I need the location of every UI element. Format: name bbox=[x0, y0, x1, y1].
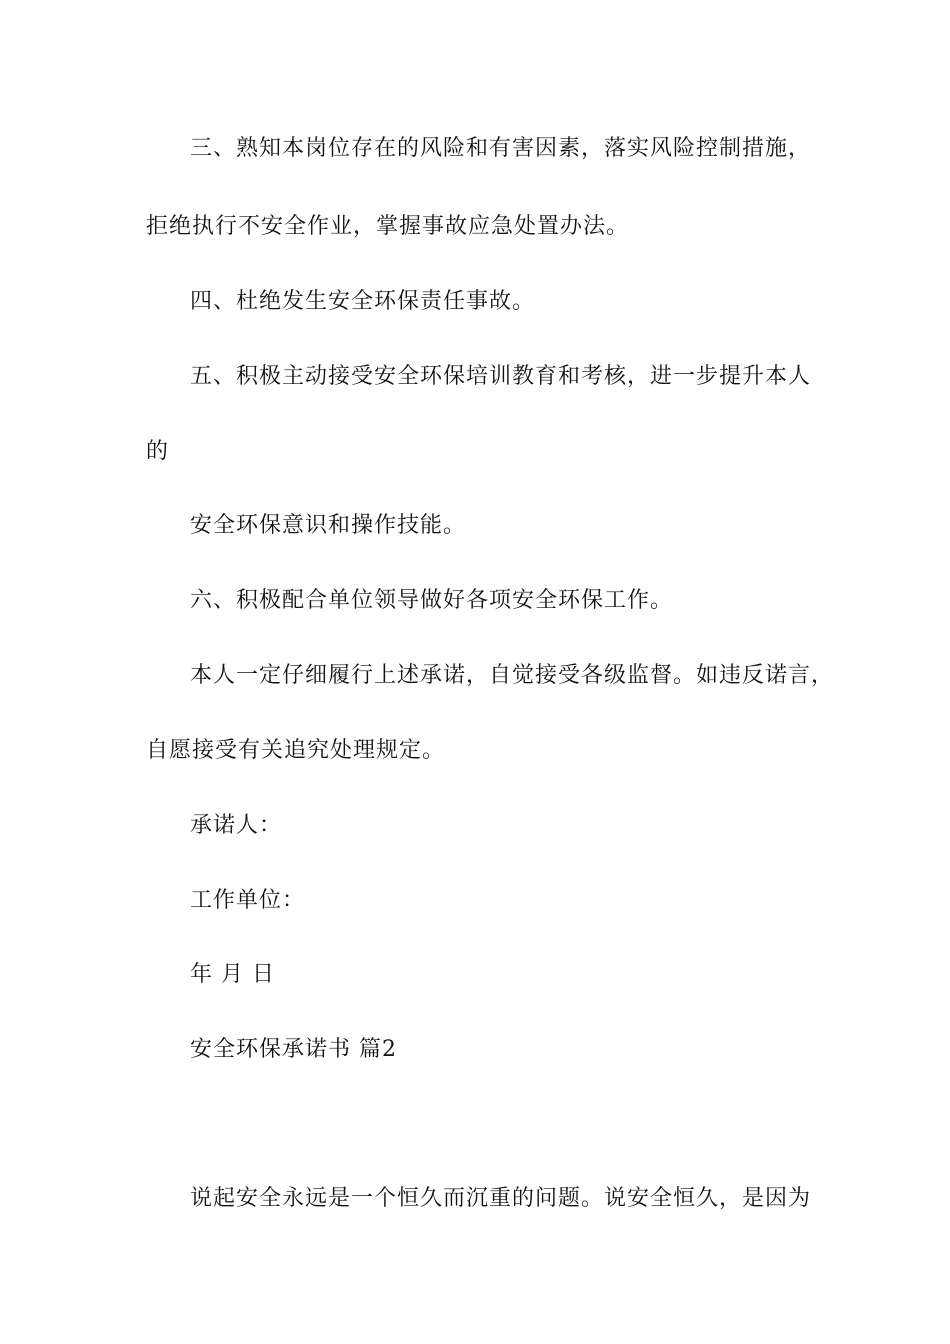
paragraph-item-3-line-1: 三、熟知本岗位存在的风险和有害因素，落实风险控制措施， bbox=[190, 136, 812, 161]
paragraph-item-6: 六、积极配合单位领导做好各项安全环保工作。 bbox=[190, 588, 674, 613]
signatory-label: 承诺人： bbox=[190, 813, 283, 838]
date-label: 年 月 日 bbox=[190, 962, 275, 987]
paragraph-item-5-line-2: 的 bbox=[146, 439, 170, 464]
essay-paragraph-line-1: 说起安全永远是一个恒久而沉重的问题。说安全恒久，是因为 bbox=[190, 1186, 812, 1211]
paragraph-item-5-line-1: 五、积极主动接受安全环保培训教育和考核，进一步提升本人 bbox=[190, 364, 812, 389]
work-unit-label: 工作单位： bbox=[190, 888, 306, 913]
commitment-paragraph-line-1: 本人一定仔细履行上述承诺，自觉接受各级监督。如违反诺言， bbox=[190, 663, 835, 688]
paragraph-item-3-line-2: 拒绝执行不安全作业，掌握事故应急处置办法。 bbox=[146, 214, 630, 239]
paragraph-item-4: 四、杜绝发生安全环保责任事故。 bbox=[190, 289, 536, 314]
section-heading: 安全环保承诺书 篇2 bbox=[190, 1037, 397, 1062]
paragraph-item-5-line-3: 安全环保意识和操作技能。 bbox=[190, 513, 467, 538]
commitment-paragraph-line-2: 自愿接受有关追究处理规定。 bbox=[146, 738, 446, 763]
